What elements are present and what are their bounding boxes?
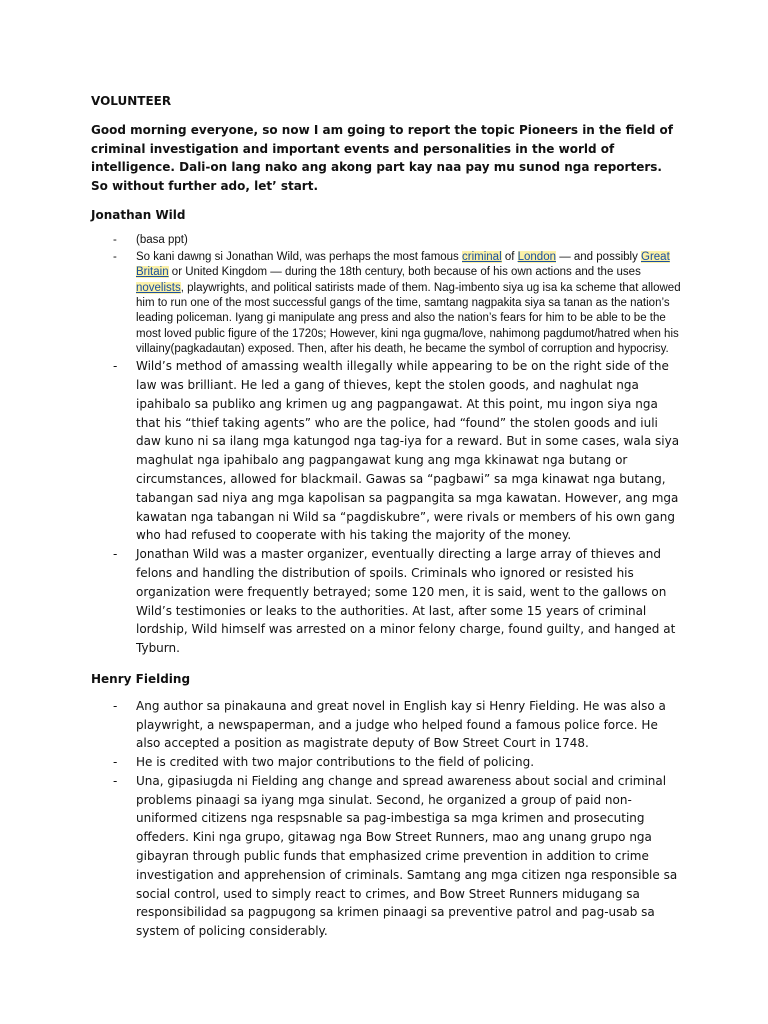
- list-item-text: Jonathan Wild was a master organizer, eventually directing a large array of thieves and felons and handling the distribution of spoils. Criminals who ignored or resisted his organization were frequently betrayed; some 120 men, it is said, went to the gallows on Wild’s testimonies or leaks to the authorities. At last, after some 15 years of criminal lordship, Wild himself was arrested on a minor felony charge, found guilty, and hanged at Tyburn.: [136, 547, 676, 656]
- dash-bullet: -: [113, 233, 117, 246]
- section-heading-henry-fielding: Henry Fielding: [91, 671, 191, 686]
- dash-bullet: -: [113, 773, 118, 788]
- dash-bullet: -: [113, 698, 118, 713]
- document-title: VOLUNTEER: [91, 94, 172, 108]
- list-item-text: Ang author sa pinakauna and great novel in English kay si Henry Fielding. He was also a playwright, a newspaperman, and a judge who helped found a famous police force. He also accepted a position as magistrate deputy of Bow Street Court in 1748.: [136, 698, 666, 751]
- text-run: , playwrights, and political satirists made of them. Nag-imbento siya ug isa ka scheme that allowed him to run one of the most successful gangs of the time, samtang nagpakita siya sa tanan as the nation’s leading policeman. Iyang gi manipulate ang press and also the nation’s fears for him to be able to be the most loved public figure of the 1720s; However, kini nga gugma/love, nahimong pagdumot/hatred when his villainy(pagkadautan) exposed. Then, after his death, he became the symbol of corruption and hypocrisy.: [136, 281, 681, 355]
- link-criminal[interactable]: criminal: [462, 251, 502, 264]
- list-item-text: Wild’s method of amassing wealth illegally while appearing to be on the right side of the law was brilliant. He led a gang of thieves, kept the stolen goods, and naghulat nga ipahibalo sa publiko ang krimen ug ang pagpangawat. At this point, mu ingon siya nga that his “thief taking agents” who are the police, had “found” the stolen goods and iuli daw kuno ni sa ilang mga katungod nga tag-iya for a reward. But in some cases, wala siya maghulat nga ipahibalo ang pagpangawat kung ang mga kkinawat nga butang or circumstances, allowed for blackmail. Gawas sa “pagbawi” sa mga kinawat nga butang, tabangan sad niya ang mga kapolisan sa pagpangita sa mga kawatan. However, ang mga kawatan nga tabangan ni Wild sa “pagdiskubre”, were rivals or members of his own gang who had refused to cooperate with his taking the majority of the money.: [136, 359, 680, 543]
- intro-paragraph: Good morning everyone, so now I am going to report the topic Pioneers in the field of criminal investigation and important events and personalities in the world of intelligence. Dali-on lang nako ang akong part kay naa pay mu sunod nga reporters. So without further ado, let’ start.: [91, 122, 674, 194]
- list-item: [91, 753, 681, 772]
- text-run: or United Kingdom — during the 18th century, both because of his own actions and the uses: [168, 266, 641, 279]
- dash-bullet: -: [113, 547, 118, 562]
- bullet-list-jonathan-wild: [91, 233, 681, 658]
- dash-bullet: -: [113, 251, 117, 264]
- list-item-text: (basa ppt): [136, 233, 188, 246]
- list-item: [91, 772, 681, 941]
- dash-bullet: -: [113, 755, 118, 770]
- list-item-text: Una, gipasiugda ni Fielding ang change and spread awareness about social and criminal problems pinaagi sa iyang mga sinulat. Second, he organized a group of paid non-uniformed citizens nga respsnable sa pag-imbestiga sa mga krimen and prosecuting offeders. Kini nga grupo, gitawag nga Bow Street Runners, mao ang unang grupo nga gibayran through public funds that emphasized crime prevention in addition to crime investigation and apprehension of criminals. Samtang ang mga citizen nga responsible sa social control, used to simply react to crimes, and Bow Street Runners midugang sa responsibilidad sa pagpugong sa krimen pinaagi sa preventive patrol and pag-usab sa system of policing considerably.: [136, 773, 678, 939]
- dash-bullet: -: [113, 359, 118, 374]
- text-run: of: [501, 251, 518, 264]
- list-item: [91, 250, 681, 357]
- link-london[interactable]: London: [517, 251, 556, 264]
- section-heading-jonathan-wild: Jonathan Wild: [91, 207, 186, 222]
- text-run: So kani dawng si Jonathan Wild, was perhaps the most famous: [136, 251, 463, 264]
- document-page: [91, 92, 681, 941]
- link-great-britain[interactable]: Great Britain: [136, 251, 670, 279]
- list-item: [91, 697, 681, 753]
- list-item: [91, 357, 681, 545]
- bullet-list-henry-fielding: [91, 697, 681, 941]
- link-novelists[interactable]: novelists: [136, 281, 181, 294]
- list-item-text: He is credited with two major contributions to the field of policing.: [136, 755, 535, 770]
- list-item: [91, 545, 681, 658]
- list-item: [91, 233, 681, 248]
- text-run: — and possibly: [556, 251, 642, 264]
